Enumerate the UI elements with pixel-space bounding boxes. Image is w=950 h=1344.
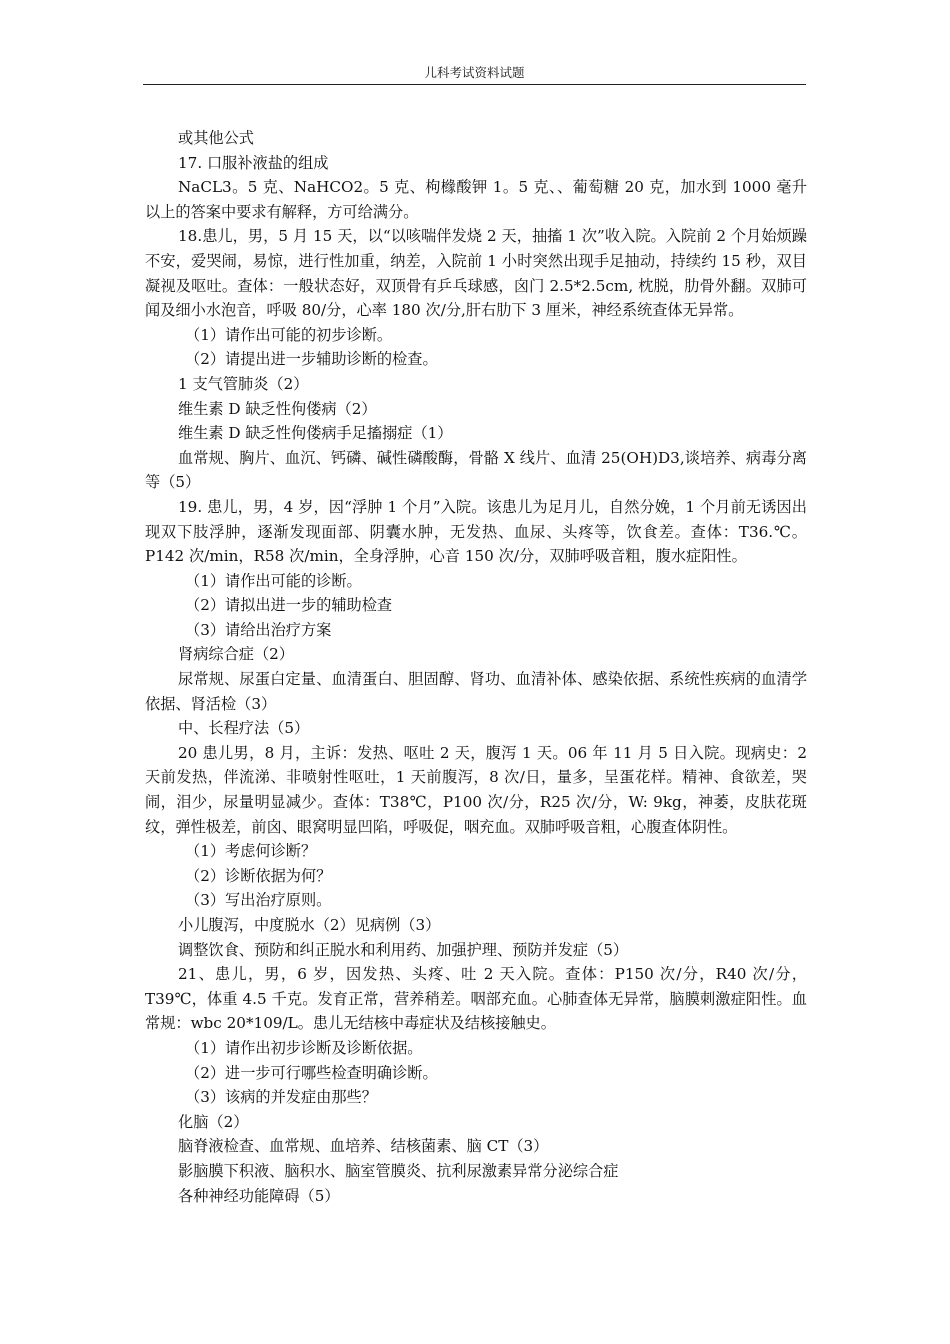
- question-17-heading: 17. 口服补液盐的组成: [178, 153, 329, 172]
- answer-18-line-2: 维生素 D 缺乏性佝偻病（2）: [178, 399, 377, 418]
- document-body: [145, 126, 807, 1208]
- answer-19-line-2: 尿常规、尿蛋白定量、血清蛋白、胆固醇、肾功、血清补体、感染依据、系统性疾病的血清学依据、肾活检（3）: [145, 670, 807, 713]
- question-20-sub-2: （2）诊断依据为何？: [185, 866, 332, 885]
- page-header-title: 儿科考试资料试题: [424, 65, 525, 80]
- answer-17: NaCL3。5 克、NaHCO2。5 克、枸橼酸钾 1。5 克、、葡萄糖 20 克，加水到 1000 毫升以上的答案中要求有解释，方可给满分。: [145, 178, 807, 221]
- question-21-sub-1: （1）请作出初步诊断及诊断依据。: [185, 1038, 423, 1057]
- answer-18-line-1: 1 支气管肺炎（2）: [178, 374, 309, 393]
- text-line: 或其他公式: [178, 129, 254, 147]
- answer-21-line-1: 化脑（2）: [178, 1112, 249, 1131]
- question-21-sub-3: （3）该病的并发症由那些？: [185, 1088, 377, 1107]
- answer-18-line-4: 血常规、胸片、血沉、钙磷、碱性磷酸酶，骨骼 X 线片、血清 25(OH)D3,谈培养、病毒分离等（5）: [145, 448, 807, 492]
- page-header: [143, 66, 806, 85]
- question-20-case: 20 患儿男，8 月，主诉：发热、呕吐 2 天，腹泻 1 天。06 年 11 月 5 日入院。现病史：2 天前发热，伴流涕、非喷射性呕吐，1 天前腹泻，8 次/日，量多，呈蛋花样。精神、食欲差，哭闹，泪少，尿量明显减少。查体：T38℃，P100 次/分，R25 次/分，W: 9kg，神萎，皮肤花斑纹，弹性极差，前囟、眼窝明显凹陷，呼吸促，咽充血。双肺呼吸音粗，心腹查体阴性。: [145, 743, 807, 836]
- question-18-case: 18.患儿，男，5 月 15 天，以“以咳喘伴发烧 2 天，抽搐 1 次”收入院。入院前 2 个月始烦躁不安，爱哭闹，易惊，进行性加重，纳差，入院前 1 小时突然出现手足抽动，持续约 15 秒，双目凝视及呕吐。查体：一般状态好，双顶骨有乒乓球感，囟门 2.5*2.5cm, 枕脱，肋骨外翻。双肺可闻及细小水泡音，呼吸 80/分，心率 180 次/分,肝右肋下 3 厘米，神经系统查体无异常。: [145, 227, 807, 320]
- question-20-sub-3: （3）写出治疗原则。: [185, 891, 332, 910]
- answer-21-line-2: 脑脊液检查、血常规、血培养、结核菌素、脑 CT（3）: [178, 1137, 549, 1156]
- answer-19-line-3: 中、长程疗法（5）: [178, 719, 310, 738]
- question-19-case: 19. 患儿，男，4 岁，因“浮肿 1 个月”入院。该患儿为足月儿，自然分娩，1 个月前无诱因出现双下肢浮肿，逐渐发现面部、阴囊水肿，无发热、血尿、头疼等，饮食差。查体：T36.℃。P142 次/min，R58 次/min，全身浮肿，心音 150 次/分，双肺呼吸音粗，腹水症阳性。: [145, 497, 807, 566]
- answer-18-line-3: 维生素 D 缺乏性佝偻病手足搐搦症（1）: [178, 424, 453, 443]
- answer-19-line-1: 肾病综合症（2）: [178, 645, 294, 664]
- question-21-sub-2: （2）进一步可行哪些检查明确诊断。: [185, 1063, 438, 1082]
- question-19-sub-2: （2）请拟出进一步的辅助检查: [185, 596, 393, 615]
- answer-21-line-3: 影脑膜下积液、脑积水、脑室管膜炎、抗利尿激素异常分泌综合症: [178, 1161, 619, 1180]
- question-21-case: 21、患儿，男，6 岁，因发热、头疼、吐 2 天入院。查体：P150 次/分，R40 次/分，T39℃，体重 4.5 千克。发育正常，营养稍差。咽部充血。心肺查体无异常，脑膜刺激症阳性。血常规：wbc 20*109/L。患儿无结核中毒症状及结核接触史。: [145, 965, 807, 1033]
- answer-20-line-2: 调整饮食、预防和纠正脱水和利用药、加强护理、预防并发症（5）: [178, 940, 629, 959]
- question-19-sub-3: （3）请给出治疗方案: [185, 620, 332, 639]
- question-20-sub-1: （1）考虑何诊断？: [185, 842, 317, 861]
- question-18-sub-2: （2）请提出进一步辅助诊断的检查。: [185, 350, 438, 369]
- question-19-sub-1: （1）请作出可能的诊断。: [185, 571, 362, 590]
- answer-20-line-1: 小儿腹泻，中度脱水（2）见病例（3）: [178, 916, 441, 934]
- answer-21-line-4: 各种神经功能障碍（5）: [178, 1186, 340, 1205]
- question-18-sub-1: （1）请作出可能的初步诊断。: [185, 325, 393, 344]
